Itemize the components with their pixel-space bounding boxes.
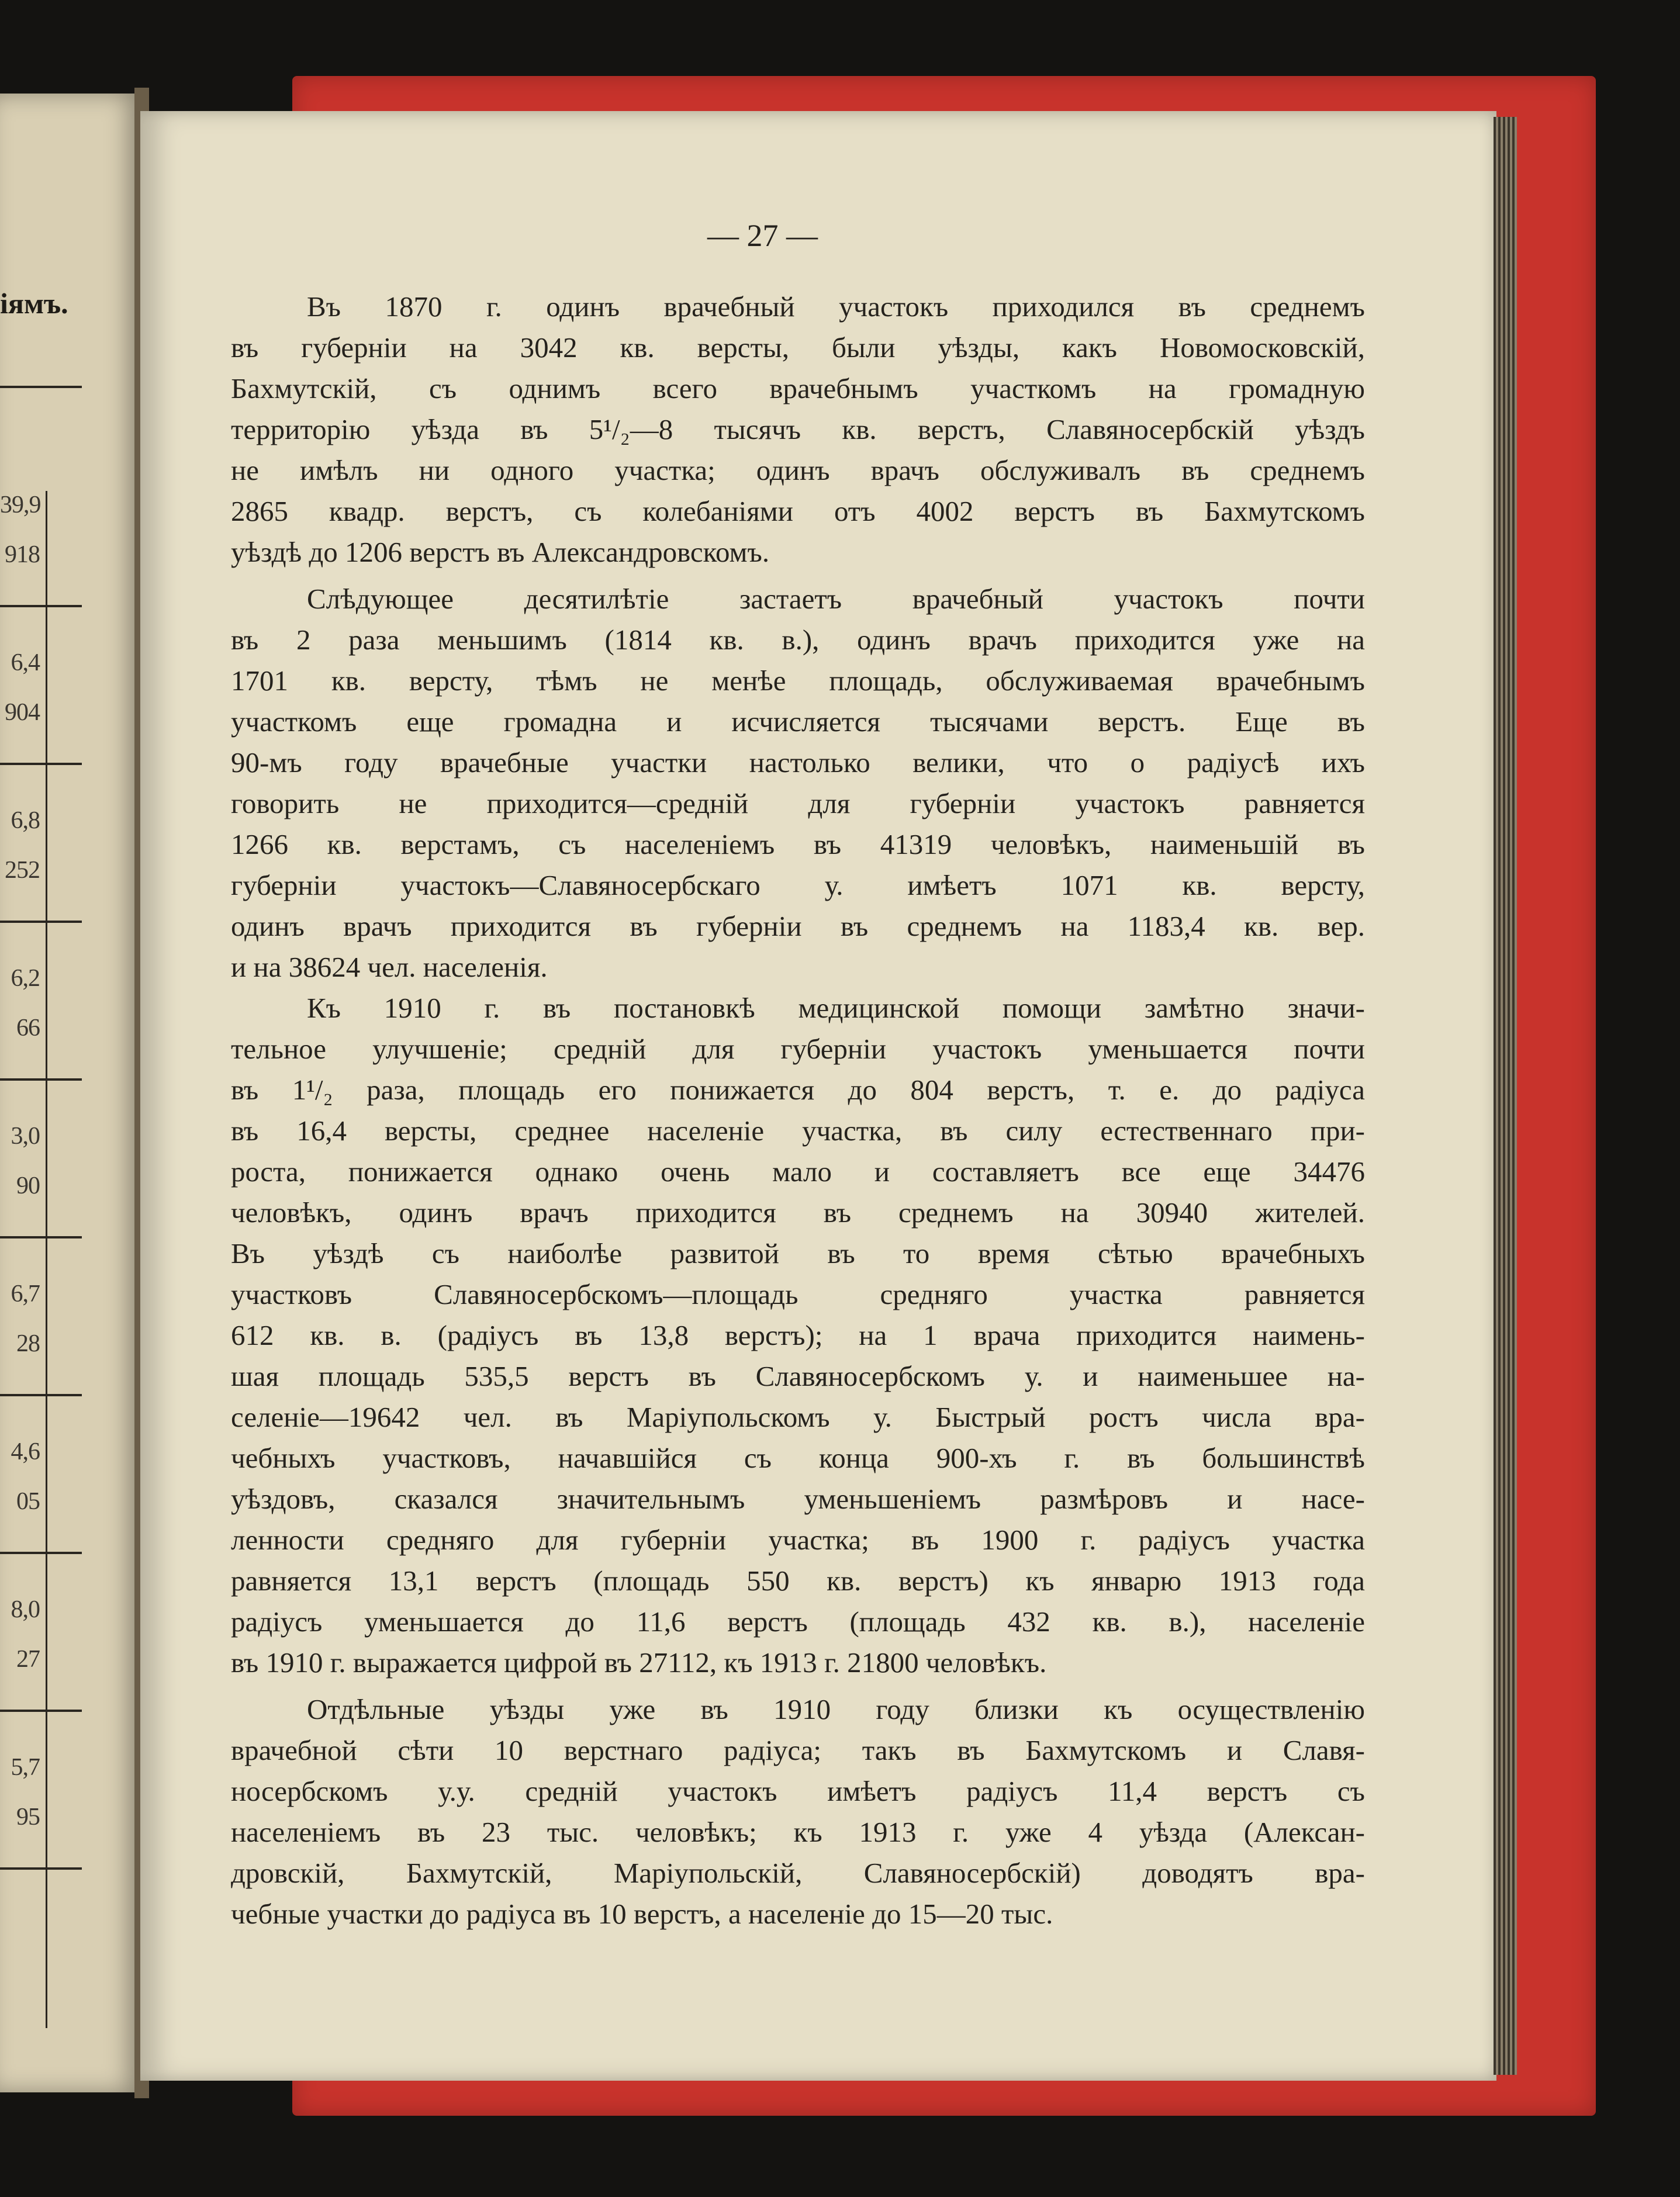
table-row-rule xyxy=(0,1710,82,1712)
text-line: 90-мъ году врачебные участки настолько велики, что о радіусѣ ихъ xyxy=(231,746,1365,779)
text-line: въ 1¹/₂ раза, площадь его понижается до 804 верстъ, т. е. до радіуса xyxy=(231,1074,1365,1106)
left-page-cell-fragment: 05 xyxy=(16,1488,40,1515)
left-page-cell-fragment: 4,6 xyxy=(11,1438,40,1465)
table-row-rule xyxy=(0,1394,82,1396)
paragraph xyxy=(231,1689,1365,1935)
left-page-cell-fragment: 90 xyxy=(16,1172,40,1199)
text-line: роста, понижается однако очень мало и составляетъ все еще 34476 xyxy=(231,1155,1365,1188)
text-line: участкомъ еще громадна и исчисляется тысячами верстъ. Еще въ xyxy=(231,705,1365,738)
text-line: Къ 1910 г. въ постановкѣ медицинской помощи замѣтно значи- xyxy=(307,992,1365,1024)
left-page-cell-fragment: 3,0 xyxy=(11,1123,40,1150)
text-line: 1701 кв. версту, тѣмъ не менѣе площадь, обслуживаемая врачебнымъ xyxy=(231,665,1365,697)
text-line: чебныхъ участковъ, начавшійся съ конца 900-хъ г. въ большинствѣ xyxy=(231,1442,1365,1474)
text-line: уѣздѣ до 1206 верстъ въ Александровскомъ. xyxy=(231,536,770,568)
left-page-cell-fragment: 27 xyxy=(16,1646,40,1673)
table-row-rule xyxy=(0,1078,82,1081)
text-line: одинъ врачъ приходится въ губерніи въ среднемъ на 1183,4 кв. вер. xyxy=(231,910,1365,942)
text-line: Въ уѣздѣ съ наиболѣе развитой въ то время сѣтью врачебныхъ xyxy=(231,1237,1365,1269)
table-row-rule xyxy=(0,921,82,923)
text-line: радіусъ уменьшается до 11,6 верстъ (площадь 432 кв. в.), населеніе xyxy=(231,1606,1365,1638)
paragraph xyxy=(231,988,1365,1683)
text-line: 1266 кв. верстамъ, съ населеніемъ въ 41319 человѣкъ, наименьшій въ xyxy=(231,828,1365,860)
left-page-cell-fragment: 8,0 xyxy=(11,1596,40,1623)
table-row-rule xyxy=(0,605,82,607)
left-page-cell-fragment: 6,4 xyxy=(11,649,40,676)
left-page-cell-fragment: 6,7 xyxy=(11,1281,40,1307)
text-line: врачебной сѣти 10 верстнаго радіуса; такъ въ Бахмутскомъ и Славя- xyxy=(231,1734,1365,1766)
text-line: губерніи участокъ—Славяносербскаго у. имѣетъ 1071 кв. версту, xyxy=(231,869,1365,901)
left-page-cell-fragment: 6,2 xyxy=(11,965,40,992)
text-line: въ губерніи на 3042 кв. версты, были уѣзды, какъ Новомосковскій, xyxy=(231,331,1365,364)
table-row-rule xyxy=(0,1867,82,1870)
text-line: 2865 квадр. верстъ, съ колебаніями отъ 4002 верстъ въ Бахмутскомъ xyxy=(231,495,1365,527)
left-page-cell-fragment: 95 xyxy=(16,1804,40,1831)
text-line: шая площадь 535,5 верстъ въ Славяносербскомъ у. и наименьшее на- xyxy=(231,1360,1365,1392)
text-line: тельное улучшеніе; средній для губерніи участокъ уменьшается почти xyxy=(231,1033,1365,1065)
text-line: въ 1910 г. выражается цифрой въ 27112, къ 1913 г. 21800 человѣкъ. xyxy=(231,1646,1047,1679)
left-page-heading-fragment: іямъ. xyxy=(0,287,68,320)
left-page-fragments xyxy=(0,94,140,2092)
left-page-cell-fragment: 5,7 xyxy=(11,1754,40,1781)
left-page-cell-fragment: 6,8 xyxy=(11,807,40,834)
left-page-cell-fragment: 252 xyxy=(5,857,40,884)
page-number: — 27 — xyxy=(707,218,818,253)
text-line: носербскомъ у.у. средній участокъ имѣетъ радіусъ 11,4 верстъ съ xyxy=(231,1775,1365,1807)
left-page-cell-fragment: 918 xyxy=(5,541,40,568)
text-line: ленности средняго для губерніи участка; въ 1900 г. радіусъ участка xyxy=(231,1524,1365,1556)
text-line: уѣздовъ, сказался значительнымъ уменьшеніемъ размѣровъ и насе- xyxy=(231,1483,1365,1515)
text-line: населеніемъ въ 23 тыс. человѣкъ; къ 1913 г. уже 4 уѣзда (Алексан- xyxy=(231,1816,1365,1848)
text-line: 612 кв. в. (радіусъ въ 13,8 верстъ); на 1 врача приходится наимень- xyxy=(231,1319,1365,1351)
page-edges xyxy=(1494,117,1517,2075)
paragraph xyxy=(231,579,1365,988)
text-line: человѣкъ, одинъ врачъ приходится въ среднемъ на 30940 жителей. xyxy=(231,1196,1365,1229)
text-line: территорію уѣзда въ 5¹/₂—8 тысячъ кв. верстъ, Славяносербскій уѣздъ xyxy=(231,413,1365,445)
text-line: въ 2 раза меньшимъ (1814 кв. в.), одинъ врачъ приходится уже на xyxy=(231,624,1365,656)
left-page-cell-fragment: 904 xyxy=(5,699,40,726)
text-line: и на 38624 чел. населенія. xyxy=(231,951,548,983)
table-row-rule xyxy=(0,763,82,765)
text-line: дровскій, Бахмутскій, Маріупольскій, Славяносербскій) доводятъ вра- xyxy=(231,1857,1365,1889)
text-line: Отдѣльные уѣзды уже въ 1910 году близки къ осуществленію xyxy=(307,1693,1365,1725)
text-line: не имѣлъ ни одного участка; одинъ врачъ обслуживалъ въ среднемъ xyxy=(231,454,1365,486)
table-row-rule xyxy=(0,1552,82,1554)
left-page xyxy=(0,94,140,2092)
left-page-cell-fragment: 39,9 xyxy=(0,492,41,518)
paragraph xyxy=(231,286,1365,573)
text-line: Въ 1870 г. одинъ врачебный участокъ приходился въ среднемъ xyxy=(307,290,1365,323)
text-line: участковъ Славяносербскомъ—площадь средняго участка равняется xyxy=(231,1278,1365,1310)
text-line: говорить не приходится—средній для губерніи участокъ равняется xyxy=(231,787,1365,819)
text-line: равняется 13,1 верстъ (площадь 550 кв. верстъ) къ январю 1913 года xyxy=(231,1565,1365,1597)
table-row-rule xyxy=(0,1236,82,1238)
text-line: чебные участки до радіуса въ 10 верстъ, а населеніе до 15—20 тыс. xyxy=(231,1898,1053,1930)
text-line: Бахмутскій, съ однимъ всего врачебнымъ участкомъ на громадную xyxy=(231,372,1365,404)
text-line: въ 16,4 версты, среднее населеніе участка, въ силу естественнаго при- xyxy=(231,1115,1365,1147)
text-line: Слѣдующее десятилѣтіе застаетъ врачебный участокъ почти xyxy=(307,583,1365,615)
text-line: селеніе—19642 чел. въ Маріупольскомъ у. Быстрый ростъ числа вра- xyxy=(231,1401,1365,1433)
table-top-rule xyxy=(0,386,82,388)
left-page-cell-fragment: 66 xyxy=(16,1015,40,1042)
left-page-cell-fragment: 28 xyxy=(16,1330,40,1357)
